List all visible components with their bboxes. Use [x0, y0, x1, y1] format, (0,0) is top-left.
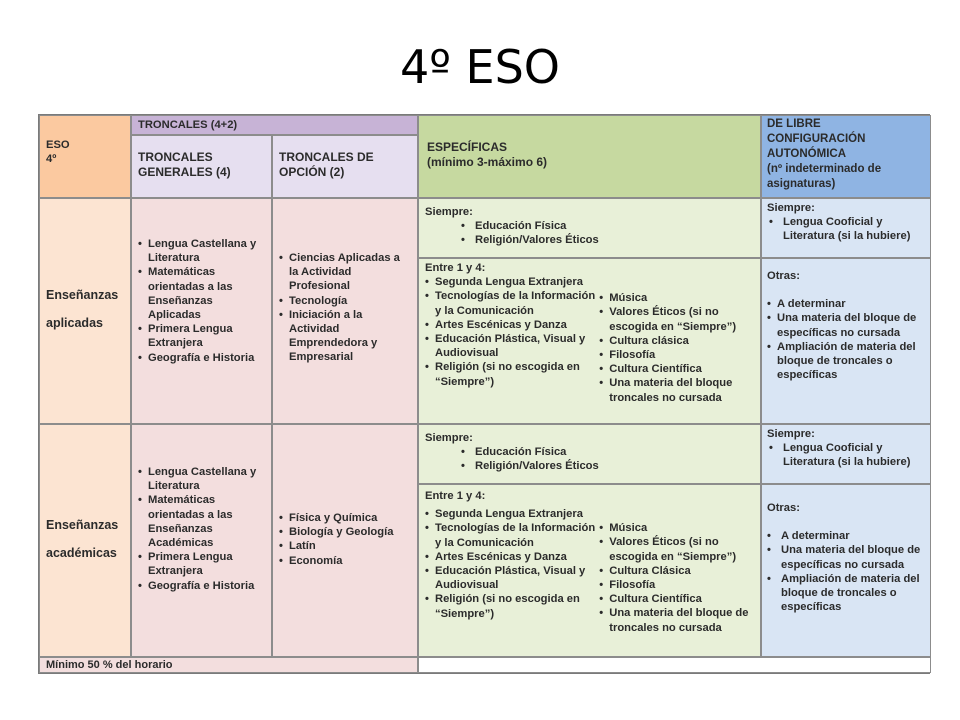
- academicas-especificas-entre: [418, 484, 761, 657]
- list-item: • Latín: [279, 539, 411, 553]
- list-item: • Una materia del bloque de específicas no cursada: [767, 543, 925, 571]
- list-item: • Geografía e Historia: [138, 579, 265, 593]
- aplicadas-troncales-generales: [131, 198, 272, 424]
- eso-header: ESO 4º: [39, 115, 131, 198]
- list-item: • Lengua Castellana y Literatura: [138, 237, 265, 265]
- list-item: • Valores Éticos (si no escogida en “Siempre”): [599, 535, 754, 563]
- list-item: • Artes Escénicas y Danza: [425, 550, 595, 564]
- list-item: • Cultura Científica: [599, 592, 754, 606]
- list-item: • Cultura clásica: [599, 334, 754, 348]
- list-item: • Una materia del bloque troncales no cursada: [599, 376, 754, 404]
- list-item: • Educación Física: [461, 219, 754, 233]
- aplicadas-troncales-opcion: [272, 198, 418, 424]
- list-item: • Economía: [279, 554, 411, 568]
- libre-configuracion-header: DE LIBRE CONFIGURACIÓN AUTONÓMICA (nº indeterminado de asignaturas): [761, 115, 931, 198]
- list-item: • Biología y Geología: [279, 525, 411, 539]
- list-item: • Ciencias Aplicadas a la Actividad Profesional: [279, 251, 411, 294]
- page-title: 4º ESO: [399, 40, 561, 94]
- list-item: • Una materia del bloque de específicas no cursada: [767, 311, 925, 339]
- otras-label: Otras:: [767, 270, 800, 282]
- troncales-generales-header: TRONCALES GENERALES (4): [131, 135, 272, 198]
- row-label-aplicadas: [39, 198, 131, 424]
- entre-label: Entre 1 y 4:: [425, 490, 486, 502]
- academicas-troncales-generales: [131, 424, 272, 657]
- list-item: • Educación Plástica, Visual y Audiovisual: [425, 564, 595, 592]
- list-item: • Religión (si no escogida en “Siempre”): [425, 360, 595, 388]
- list-item: • Matemáticas orientadas a las Enseñanzas Académicas: [138, 493, 265, 550]
- otras-label: Otras:: [767, 502, 800, 514]
- list-item: • Música: [599, 521, 754, 535]
- academicas-libre-siempre: [761, 424, 931, 484]
- troncales-header: TRONCALES (4+2): [131, 115, 418, 135]
- list-item: • Iniciación a la Actividad Emprendedora y Empresarial: [279, 308, 411, 365]
- list-item: • Geografía e Historia: [138, 351, 265, 365]
- list-item: • Lengua Cooficial y Literatura (si la hubiere): [769, 215, 925, 243]
- list-item: • Segunda Lengua Extranjera: [425, 275, 595, 289]
- list-item: • Primera Lengua Extranjera: [138, 550, 265, 578]
- list-item: • Segunda Lengua Extranjera: [425, 507, 595, 521]
- siempre-label: Siempre:: [425, 206, 473, 218]
- list-item: • Religión/Valores Éticos: [461, 459, 754, 473]
- list-item: • Filosofía: [599, 578, 754, 592]
- row-label-line-2: aplicadas: [46, 316, 103, 330]
- list-item: • Tecnologías de la Información y la Comunicación: [425, 289, 595, 317]
- row-label-line-1: Enseñanzas: [46, 288, 119, 302]
- list-item: • Filosofía: [599, 348, 754, 362]
- list-item: • Música: [599, 291, 754, 305]
- row-label-line-2: académicas: [46, 546, 117, 560]
- siempre-label: Siempre:: [767, 202, 815, 214]
- aplicadas-libre-otras: [761, 258, 931, 424]
- list-item: • Religión (si no escogida en “Siempre”): [425, 592, 595, 620]
- entre-label: Entre 1 y 4:: [425, 262, 486, 274]
- list-item: • Educación Física: [461, 445, 754, 459]
- troncales-opcion-header: TRONCALES DE OPCIÓN (2): [272, 135, 418, 198]
- siempre-label: Siempre:: [767, 428, 815, 440]
- list-item: • Tecnologías de la Información y la Comunicación: [425, 521, 595, 549]
- list-item: • Una materia del bloque de troncales no cursada: [599, 606, 754, 634]
- list-item: • Cultura Clásica: [599, 564, 754, 578]
- aplicadas-especificas-entre: [418, 258, 761, 424]
- list-item: • Lengua Cooficial y Literatura (si la hubiere): [769, 441, 925, 469]
- curriculum-table: [38, 114, 930, 674]
- list-item: • Física y Química: [279, 511, 411, 525]
- list-item: • Primera Lengua Extranjera: [138, 322, 265, 350]
- list-item: • Cultura Científica: [599, 362, 754, 376]
- footer-empty-cell: [418, 657, 931, 673]
- especificas-header: ESPECÍFICAS (mínimo 3-máximo 6): [418, 115, 761, 198]
- row-label-line-1: Enseñanzas: [46, 518, 119, 532]
- list-item: • Ampliación de materia del bloque de troncales o específicas: [767, 340, 925, 383]
- aplicadas-libre-siempre: [761, 198, 931, 258]
- list-item: • Religión/Valores Éticos: [461, 233, 754, 247]
- academicas-especificas-siempre: [418, 424, 761, 484]
- list-item: • A determinar: [767, 529, 925, 543]
- siempre-label: Siempre:: [425, 432, 473, 444]
- list-item: • Valores Éticos (si no escogida en “Siempre”): [599, 305, 754, 333]
- list-item: • A determinar: [767, 297, 925, 311]
- list-item: • Matemáticas orientadas a las Enseñanzas Aplicadas: [138, 265, 265, 322]
- academicas-troncales-opcion: [272, 424, 418, 657]
- footer-note: Mínimo 50 % del horario: [39, 657, 418, 673]
- list-item: • Educación Plástica, Visual y Audiovisual: [425, 332, 595, 360]
- list-item: • Ampliación de materia del bloque de troncales o específicas: [767, 572, 925, 615]
- academicas-libre-otras: [761, 484, 931, 657]
- aplicadas-especificas-siempre: [418, 198, 761, 258]
- list-item: • Lengua Castellana y Literatura: [138, 465, 265, 493]
- list-item: • Artes Escénicas y Danza: [425, 318, 595, 332]
- row-label-academicas: [39, 424, 131, 657]
- list-item: • Tecnología: [279, 294, 411, 308]
